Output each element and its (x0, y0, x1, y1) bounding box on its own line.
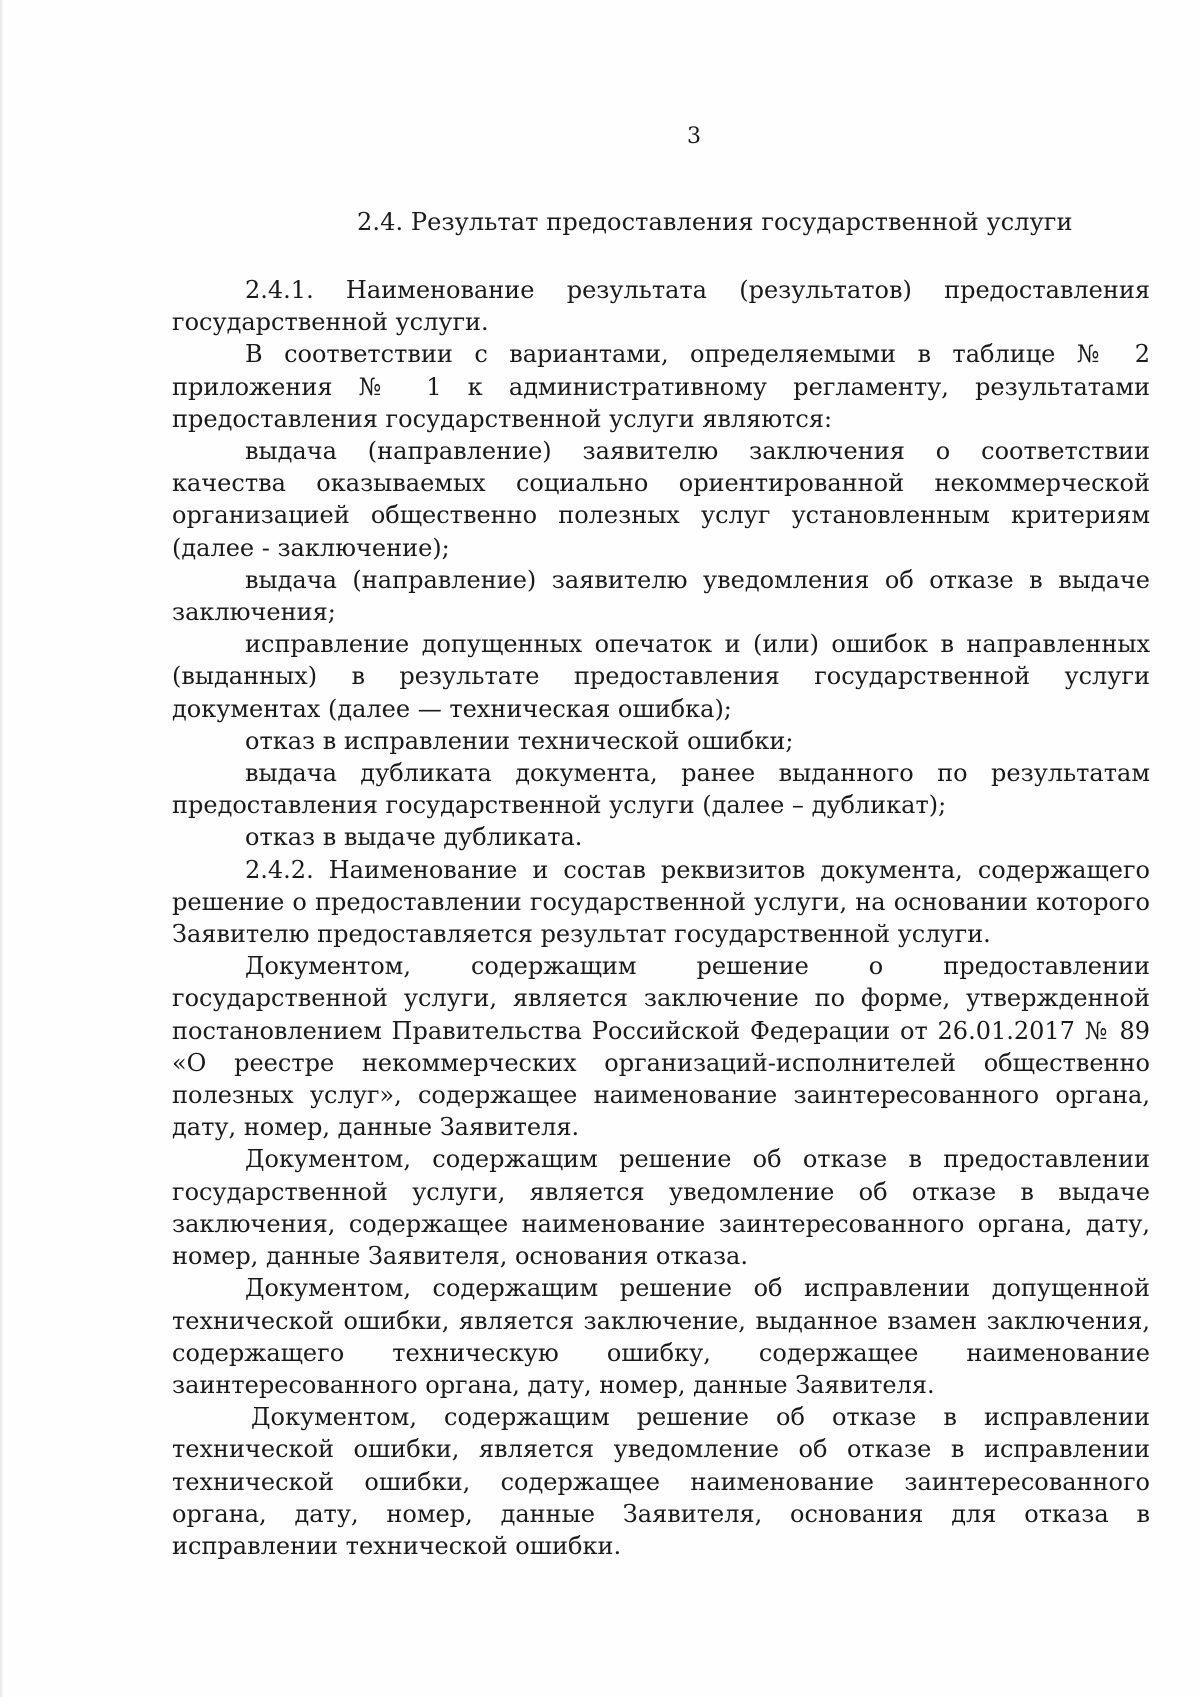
paragraph-2-4-1: 2.4.1. Наименование результата (результатов) предоставления государственной услуги. (172, 276, 1150, 337)
document-body (172, 274, 1150, 1562)
paragraph-result-duplicate-refusal: отказ в выдаче дубликата. (245, 823, 583, 852)
paragraph-result-conclusion: выдача (направление) заявителю заключения о соответствии качества оказываемых социально ориентированной некоммерческой организацией общественно полезных услуг установленным критериям (далее - заключение); (172, 437, 1150, 562)
paragraph-2-4-2: 2.4.2. Наименование и состав реквизитов документа, содержащего решение о предоставлении государственной услуги, на основании которого Заявителю предоставляется результат государственной услуги. (172, 855, 1150, 949)
section-heading: 2.4. Результат предоставления государственной услуги (357, 208, 1073, 236)
paragraph-document-correction-refusal: Документом, содержащим решение об отказе в исправлении технической ошибки, является уведомление об отказе в исправлении технической ошибки, содержащее наименование заинтересованного органа, дату, номер, данные Заявителя, основания для отказа в исправлении технической ошибки. (172, 1403, 1150, 1560)
paragraph-result-duplicate: выдача дубликата документа, ранее выданного по результатам предоставления государственной услуги (далее – дубликат); (172, 759, 1150, 820)
paragraph-document-refusal: Документом, содержащим решение об отказе в предоставлении государственной услуги, является уведомление об отказе в выдаче заключения, содержащее наименование заинтересованного органа, дату, номер, данные Заявителя, основания отказа. (172, 1145, 1150, 1271)
scan-edge-shadow (0, 0, 3, 1697)
paragraph-results-intro: В соответствии с вариантами, определяемыми в таблице № 2 приложения № 1 к административному регламенту, результатами предоставления государственной услуги являются: (172, 340, 1150, 433)
paragraph-document-provision: Документом, содержащим решение о предоставлении государственной услуги, является заключение по форме, утвержденной постановлением Правительства Российской Федерации от 26.01.2017 № 89 «О реестре некоммерческих организаций-исполнителей общественно полезных услуг», содержащее наименование заинтересованного органа, дату, номер, данные Заявителя. (172, 952, 1150, 1142)
page-number: 3 (687, 124, 701, 149)
paragraph-result-correction-refusal: отказ в исправлении технической ошибки; (245, 726, 794, 755)
paragraph-result-error-correction: исправление допущенных опечаток и (или) ошибок в направленных (выданных) в результате предоставления государственной услуги документах (далее — техническая ошибка); (172, 630, 1150, 723)
paragraph-document-correction: Документом, содержащим решение об исправлении допущенной технической ошибки, является заключение, выданное взамен заключения, содержащего техническую ошибку, содержащее наименование заинтересованного органа, дату, номер, данные Заявителя. (172, 1274, 1150, 1399)
paragraph-result-refusal-notice: выдача (направление) заявителю уведомления об отказе в выдаче заключения; (172, 565, 1150, 627)
